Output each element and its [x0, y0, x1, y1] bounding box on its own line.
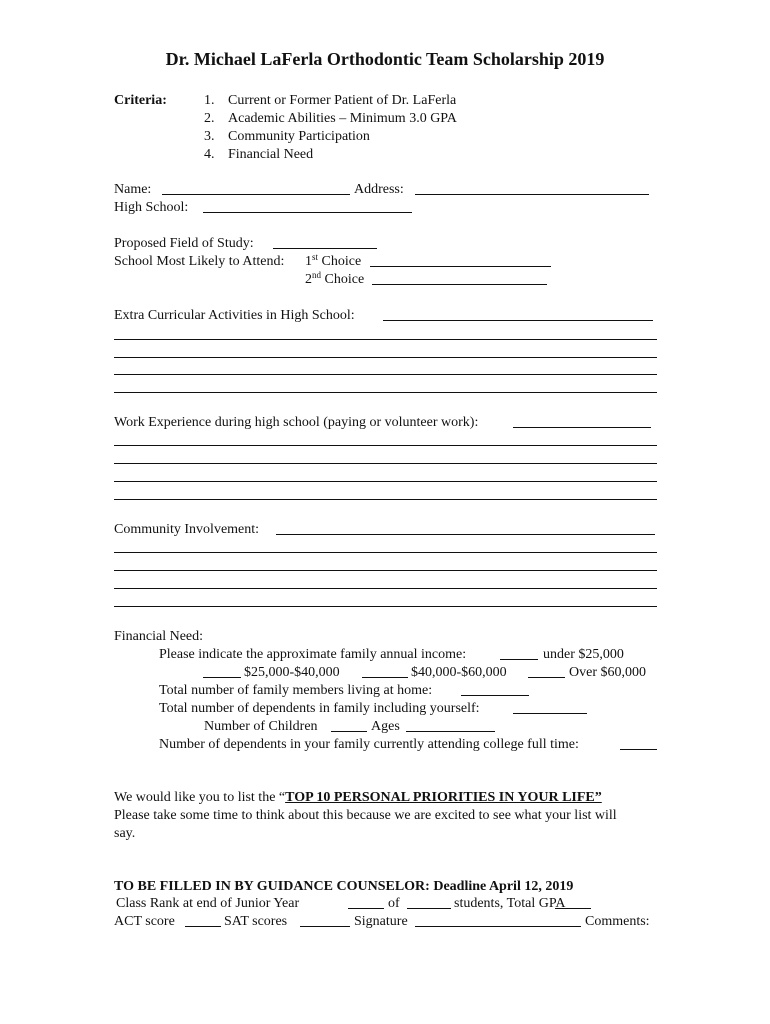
field-of-study-field[interactable] — [273, 236, 377, 249]
criteria-item: 4. Financial Need — [204, 147, 314, 162]
act-label: ACT score — [114, 914, 175, 929]
signature-label: Signature — [354, 914, 408, 929]
page-title: Dr. Michael LaFerla Orthodontic Team Scholarship 2019 — [165, 49, 605, 69]
counselor-heading: TO BE FILLED IN BY GUIDANCE COUNSELOR: Deadline April 12, 2019 — [114, 879, 574, 894]
act-field[interactable] — [185, 914, 221, 927]
community-line[interactable] — [114, 588, 657, 589]
second-choice-label: 2nd Choice — [305, 270, 365, 287]
of-label: of — [388, 896, 400, 911]
community-label: Community Involvement: — [114, 522, 260, 537]
class-rank-label: Class Rank at end of Junior Year — [116, 896, 300, 911]
range-40-60-label: $40,000-$60,000 — [411, 665, 507, 680]
criteria-item: 2. Academic Abilities – Minimum 3.0 GPA — [204, 111, 457, 126]
family-members-field[interactable] — [461, 683, 529, 696]
range-40-60-field[interactable] — [362, 665, 408, 678]
first-choice-field[interactable] — [370, 254, 551, 267]
work-line[interactable] — [114, 463, 657, 464]
sat-field[interactable] — [300, 914, 350, 927]
field-of-study-label: Proposed Field of Study: — [114, 236, 254, 251]
extracurricular-field[interactable] — [383, 308, 653, 321]
ages-label: Ages — [371, 719, 400, 734]
extracurricular-line[interactable] — [114, 374, 657, 375]
priorities-line: Please take some time to think about this because we are excited to see what your list will — [114, 808, 617, 823]
community-line[interactable] — [114, 552, 657, 553]
criteria-item: 3. Community Participation — [204, 129, 370, 144]
name-label: Name: — [114, 182, 152, 197]
extracurricular-line[interactable] — [114, 339, 657, 340]
high-school-field[interactable] — [203, 200, 412, 213]
children-label: Number of Children — [204, 719, 318, 734]
range-25-40-field[interactable] — [203, 665, 241, 678]
address-field[interactable] — [415, 182, 649, 195]
community-field[interactable] — [276, 522, 655, 535]
financial-heading: Financial Need: — [114, 629, 204, 644]
community-line[interactable] — [114, 570, 657, 571]
extracurricular-line[interactable] — [114, 392, 657, 393]
criteria-label: Criteria: — [114, 93, 167, 108]
over-60-field[interactable] — [528, 665, 565, 678]
children-field[interactable] — [331, 719, 367, 732]
high-school-label: High School: — [114, 200, 189, 215]
class-rank-field[interactable] — [348, 896, 384, 909]
priorities-intro: We would like you to list the “TOP 10 PERSONAL PRIORITIES IN YOUR LIFE” — [114, 790, 602, 805]
dependents-field[interactable] — [513, 701, 587, 714]
school-likely-label: School Most Likely to Attend: — [114, 254, 285, 269]
work-experience-field[interactable] — [513, 415, 651, 428]
comments-label: Comments: — [585, 914, 650, 929]
dependents-label: Total number of dependents in family including yourself: — [159, 701, 480, 716]
income-prompt: Please indicate the approximate family annual income: — [159, 647, 467, 662]
extracurricular-label: Extra Curricular Activities in High School: — [114, 308, 355, 323]
community-line[interactable] — [114, 606, 657, 607]
work-line[interactable] — [114, 499, 657, 500]
class-size-field[interactable] — [407, 896, 451, 909]
students-gpa-label: students, Total GPA — [454, 896, 566, 911]
name-field[interactable] — [162, 182, 350, 195]
range-25-40-label: $25,000-$40,000 — [244, 665, 340, 680]
priorities-line: say. — [114, 826, 136, 841]
work-line[interactable] — [114, 445, 657, 446]
college-dependents-label: Number of dependents in your family currently attending college full time: — [159, 737, 579, 752]
family-members-label: Total number of family members living at home: — [159, 683, 433, 698]
over-60-label: Over $60,000 — [569, 665, 646, 680]
college-dependents-field[interactable] — [620, 737, 657, 750]
under-25-label: under $25,000 — [543, 647, 624, 662]
gpa-field[interactable] — [555, 896, 591, 909]
work-line[interactable] — [114, 481, 657, 482]
signature-field[interactable] — [415, 914, 581, 927]
criteria-item: 1. Current or Former Patient of Dr. LaFerla — [204, 93, 457, 108]
under-25-field[interactable] — [500, 647, 538, 660]
address-label: Address: — [354, 182, 404, 197]
ages-field[interactable] — [406, 719, 495, 732]
second-choice-field[interactable] — [372, 272, 547, 285]
work-experience-label: Work Experience during high school (paying or volunteer work): — [114, 415, 479, 430]
first-choice-label: 1st Choice — [305, 252, 362, 269]
sat-label: SAT scores — [224, 914, 288, 929]
extracurricular-line[interactable] — [114, 357, 657, 358]
